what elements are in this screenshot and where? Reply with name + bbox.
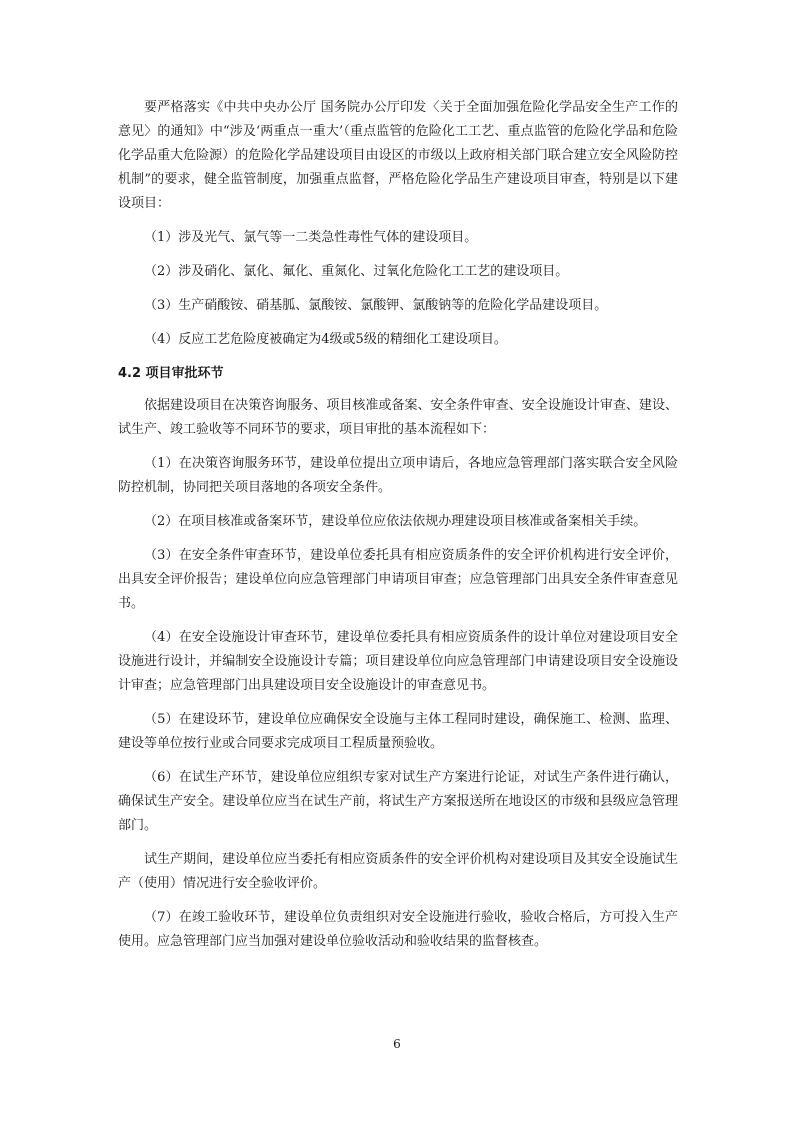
intro-paragraph: 要严格落实《中共中央办公厅 国务院办公厅印发〈关于全面加强危险化学品安全生产工作的意见〉的通知》中“涉及‘两重点一重大’（重点监管的危险化工工艺、重点监管的危险化学品和危险化学品重大危险源）的危险化学品建设项目由设区的市级以上政府相关部门联合建立安全风险防控机制”的要求，健全监管制度，加强重点监督，严格危险化学品生产建设项目审查，特别是以下建设项目： bbox=[118, 100, 678, 211]
page-content bbox=[118, 96, 678, 964]
step-4: （4）在安全设施设计审查环节，建设单位委托具有相应资质条件的设计单位对建设项目安全设施进行设计，并编制安全设施设计专篇；项目建设单位向应急管理部门申请建设项目安全设施设计审查；应急管理部门出具建设项目安全设施设计的审查意见书。 bbox=[118, 630, 678, 693]
step-2: （2）在项目核准或备案环节，建设单位应依法依规办理建设项目核准或备案相关手续。 bbox=[144, 514, 647, 529]
section-intro-paragraph: 依据建设项目在决策咨询服务、项目核准或备案、安全条件审查、安全设施设计审查、建设、试生产、竣工验收等不同环节的要求，项目审批的基本流程如下： bbox=[118, 398, 678, 437]
list-item-4: （4）反应工艺危险度被确定为4级或5级的精细化工建设项目。 bbox=[144, 332, 507, 347]
step-1: （1）在决策咨询服务环节，建设单位提出立项申请后，各地应急管理部门落实联合安全风险防控机制，协同把关项目落地的各项安全条件。 bbox=[118, 456, 678, 495]
section-heading: 4.2 项目审批环节 bbox=[118, 366, 224, 381]
step-5: （5）在建设环节，建设单位应确保安全设施与主体工程同时建设，确保施工、检测、监理、建设等单位按行业或合同要求完成项目工程质量预验收。 bbox=[118, 712, 678, 751]
step-3: （3）在安全条件审查环节，建设单位委托具有相应资质条件的安全评价机构进行安全评价，出具安全评价报告；建设单位向应急管理部门申请项目审查；应急管理部门出具安全条件审查意见书。 bbox=[118, 548, 678, 611]
list-item-2: （2）涉及硝化、氯化、氟化、重氮化、过氧化危险化工工艺的建设项目。 bbox=[144, 264, 569, 279]
list-item-1: （1）涉及光气、氯气等一二类急性毒性气体的建设项目。 bbox=[144, 230, 478, 245]
trial-production-paragraph: 试生产期间，建设单位应当委托有相应资质条件的安全评价机构对建设项目及其安全设施试生产（使用）情况进行安全验收评价。 bbox=[118, 852, 678, 891]
step-7: （7）在竣工验收环节，建设单位负责组织对安全设施进行验收，验收合格后，方可投入生产使用。应急管理部门应当加强对建设单位验收活动和验收结果的监督核查。 bbox=[118, 910, 678, 949]
page-number: 6 bbox=[393, 1037, 401, 1051]
step-6: （6）在试生产环节，建设单位应组织专家对试生产方案进行论证，对试生产条件进行确认，确保试生产安全。建设单位应当在试生产前，将试生产方案报送所在地设区的市级和县级应急管理部门。 bbox=[118, 770, 678, 833]
list-item-3: （3）生产硝酸铵、硝基胍、氯酸铵、氯酸钾、氯酸钠等的危险化学品建设项目。 bbox=[144, 298, 608, 313]
